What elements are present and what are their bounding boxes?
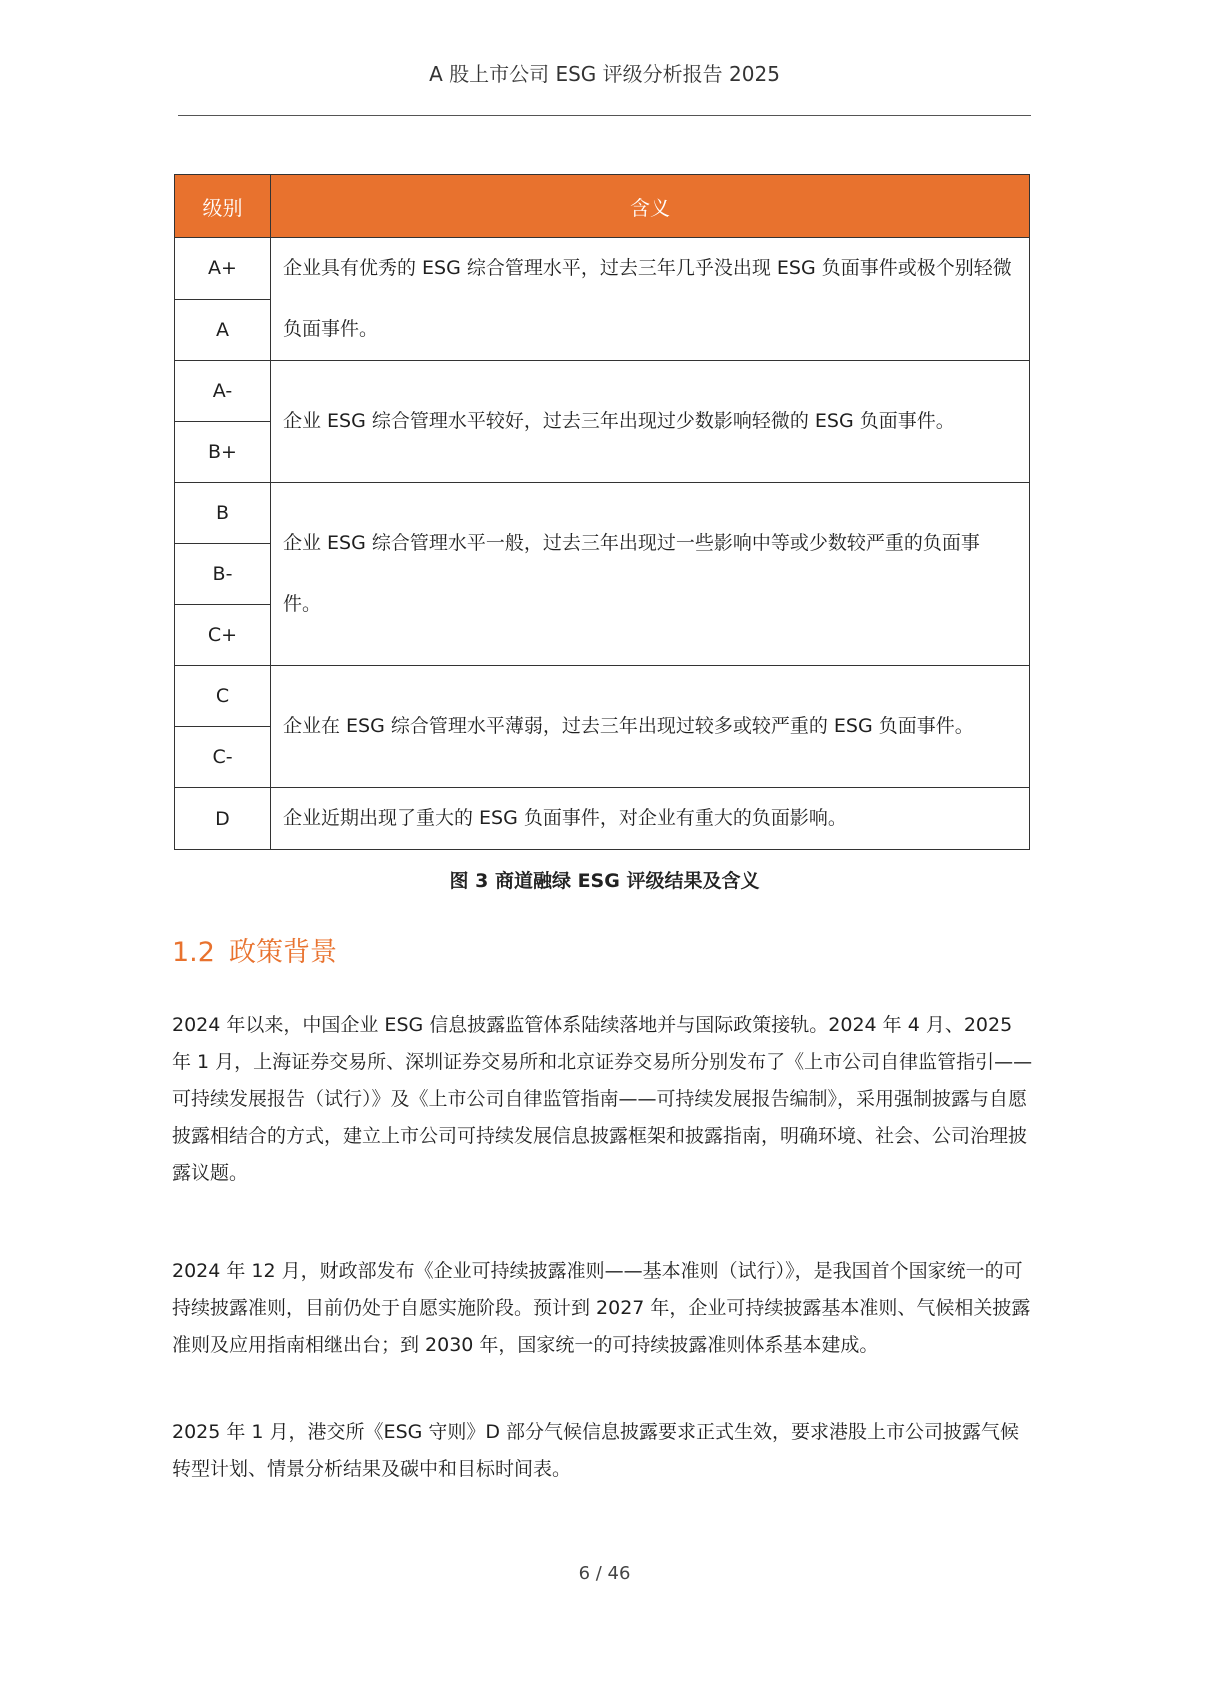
grade-cell: B+	[175, 422, 271, 483]
meaning-cell: 企业在 ESG 综合管理水平薄弱，过去三年出现过较多或较严重的 ESG 负面事件。	[271, 666, 1030, 788]
section-title: 政策背景	[228, 937, 337, 968]
meaning-cell: 企业具有优秀的 ESG 综合管理水平，过去三年几乎没出现 ESG 负面事件或极个别轻微负面事件。	[271, 238, 1030, 361]
table-row	[175, 666, 1030, 727]
grade-cell: C-	[175, 727, 271, 788]
grade-cell: A-	[175, 361, 271, 422]
paragraph: 2024 年 12 月，财政部发布《企业可持续披露准则——基本准则（试行）》，是我国首个国家统一的可持续披露准则，目前仍处于自愿实施阶段。预计到 2027 年，企业可持续披露基本准则、气候相关披露准则及应用指南相继出台；到 2030 年，国家统一的可持续披露准则体系基本建成。	[172, 1260, 1031, 1356]
grade-cell: A+	[175, 238, 271, 300]
grade-cell: A	[175, 299, 271, 361]
column-header-grade: 级别	[175, 175, 271, 238]
figure-caption: 图 3 商道融绿 ESG 评级结果及含义	[449, 870, 760, 892]
grade-cell: C+	[175, 605, 271, 666]
meaning-cell: 企业 ESG 综合管理水平一般，过去三年出现过一些影响中等或少数较严重的负面事件。	[271, 483, 1030, 666]
table-row	[175, 361, 1030, 422]
table-row	[175, 238, 1030, 300]
esg-grade-table	[174, 174, 1030, 850]
table-row	[175, 483, 1030, 544]
table-header-row	[175, 175, 1030, 238]
grade-cell: D	[175, 788, 271, 850]
grade-cell: B	[175, 483, 271, 544]
grade-cell: B-	[175, 544, 271, 605]
meaning-cell: 企业近期出现了重大的 ESG 负面事件，对企业有重大的负面影响。	[271, 788, 1030, 850]
page-header-title: A 股上市公司 ESG 评级分析报告 2025	[429, 62, 780, 86]
paragraph: 2025 年 1 月，港交所《ESG 守则》D 部分气候信息披露要求正式生效，要求港股上市公司披露气候转型计划、情景分析结果及碳中和目标时间表。	[172, 1421, 1020, 1480]
paragraph: 2024 年以来，中国企业 ESG 信息披露监管体系陆续落地并与国际政策接轨。2024 年 4 月、2025 年 1 月，上海证券交易所、深圳证券交易所和北京证券交易所分别发布了《上市公司自律监管指引——可持续发展报告（试行）》及《上市公司自律监管指南——可持续发展报告编制》，采用强制披露与自愿披露相结合的方式，建立上市公司可持续发展信息披露框架和披露指南，明确环境、社会、公司治理披露议题。	[172, 1014, 1033, 1184]
table-row	[175, 788, 1030, 850]
section-number: 1.2	[172, 937, 215, 968]
grade-cell: C	[175, 666, 271, 727]
header-divider	[178, 115, 1031, 116]
page-number: 6 / 46	[578, 1563, 631, 1584]
column-header-meaning: 含义	[271, 175, 1030, 238]
meaning-cell: 企业 ESG 综合管理水平较好，过去三年出现过少数影响轻微的 ESG 负面事件。	[271, 361, 1030, 483]
section-heading	[172, 930, 337, 969]
